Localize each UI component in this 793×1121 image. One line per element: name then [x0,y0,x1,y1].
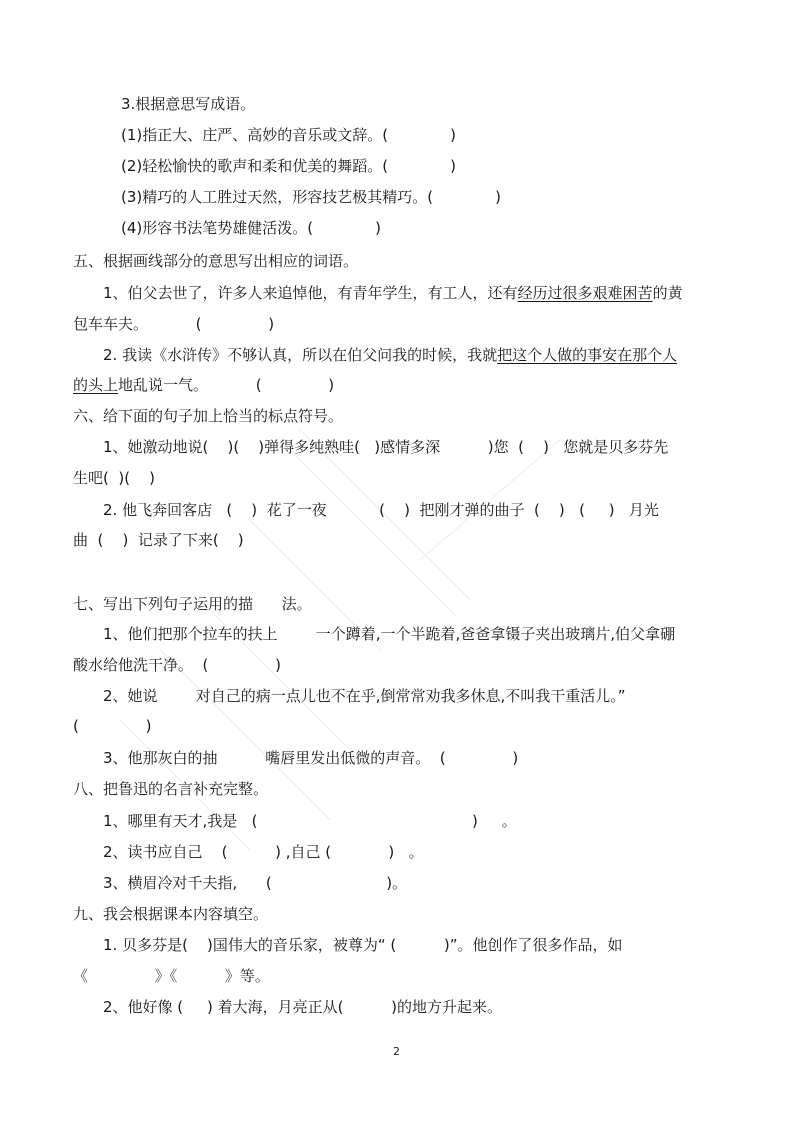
sec5-q2-text-a: 2. 我读《水浒传》不够认真，所以在伯父问我的时候，我就 [103,346,498,364]
sec5-q2-text-b: 地乱说一气。 ( ) [118,376,335,394]
sec5-q1-underlined: 经历过很多艰难困苦 [517,284,653,302]
sec5-q1-line2: 包车车夫。 ( ) [73,315,275,333]
page-number: 2 [393,1045,400,1058]
sec6-q2-line2: 曲 ( ) 记录了下来( ) [73,531,244,549]
sec9-title: 九、我会根据课本内容填空。 [73,905,269,923]
sec6-title: 六、给下面的句子加上恰当的标点符号。 [73,407,344,425]
sec7-title: 七、写出下列句子运用的描 法。 [73,595,312,613]
sec9-q1-line1: 1. 贝多芬是( )国伟大的音乐家，被尊为“ ( )”。他创作了很多作品，如 [103,936,623,954]
sec6-q1-line1: 1、她激动地说( )( )弹得多纯熟哇( )感情多深 )您 ( ) 您就是贝多芬先 [103,438,669,456]
sec8-q1: 1、哪里有天才,我是 ( ) 。 [103,812,517,830]
sec7-q1-line1: 1、他们把那个拉车的扶上 一个蹲着,一个半跪着,爸爸拿镊子夹出玻璃片,伯父拿硼 [103,625,675,643]
sec5-q1-text-a: 1、伯父去世了，许多人来追悼他，有青年学生，有工人，还有 [103,284,518,302]
sec5-q1-text-b: 的黄 [652,284,683,302]
sec7-q3: 3、他那灰白的抽 嘴唇里发出低微的声音。 ( ) [103,749,519,767]
sec3-item-4: (4)形容书法笔势雄健活泼。( ) [121,219,381,237]
sec3-item-2: (2)轻松愉快的歌声和柔和优美的舞蹈。( ) [121,157,456,175]
sec3-title: 3.根据意思写成语。 [121,95,256,113]
sec5-title: 五、根据画线部分的意思写出相应的词语。 [73,252,359,270]
sec7-q2-line2: ( ) [73,717,152,735]
sec9-q2: 2、他好像 ( ) 着大海，月亮正从( )的地方升起来。 [103,998,503,1016]
sec3-item-1: (1)指正大、庄严、高妙的音乐或文辞。( ) [121,126,456,144]
sec7-q2-line1: 2、她说 对自己的病一点儿也不在乎,倒常常劝我多休息,不叫我干重活儿。” [103,687,626,705]
sec8-q3: 3、横眉冷对千夫指, ( )。 [103,874,408,892]
sec8-q2: 2、读书应自己 ( ) ,自己 ( ) 。 [103,843,424,861]
sec5-q2-underlined-2: 的头上 [73,376,119,394]
sec7-q1-line2: 酸水给他洗干净。 ( ) [73,656,281,674]
sec3-item-3: (3)精巧的人工胜过天然，形容技艺极其精巧。( ) [121,188,501,206]
sec5-q2-underlined-1: 把这个人做的事安在那个人 [497,346,678,364]
sec6-q1-line2: 生吧( )( ) [73,469,156,487]
sec5-q2-line1 [103,345,677,365]
sec9-q1-line2: 《 》《 》等。 [73,967,270,985]
sec8-title: 八、把鲁迅的名言补充完整。 [73,780,269,798]
sec5-q2-line2 [73,375,334,395]
sec5-q1-line1 [103,283,683,303]
sec6-q2-line1: 2. 他飞奔回客店 ( ) 花了一夜 ( ) 把刚才弹的曲子 ( ) ( ) 月光 [103,501,659,519]
